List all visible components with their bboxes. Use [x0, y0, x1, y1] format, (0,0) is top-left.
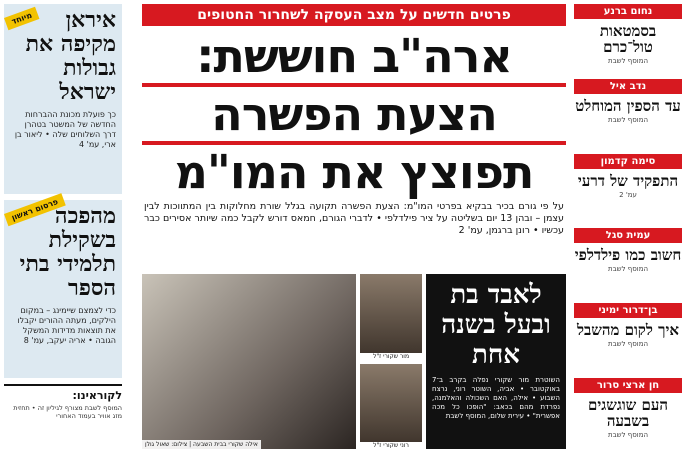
columnist-sub: המוסף לשבת: [607, 340, 649, 349]
columnist-sub: עמ' 2: [619, 190, 637, 199]
columnist-author: נחום ברנע: [574, 4, 682, 19]
columnist-sub: המוסף לשבת: [607, 265, 649, 274]
columnist-item[interactable]: [574, 378, 682, 449]
main-photo: [142, 274, 356, 449]
promo-title: מהפכה בשקילת תלמידי בתי הספר: [19, 203, 116, 301]
promo-text: כך פועלת מכונת ההברחות החדשה של המשטר בטהרן דרך השלוחים שלה • ליאור בן ארי, עמ' 4: [14, 110, 116, 149]
columnist-sub: המוסף לשבת: [607, 115, 649, 124]
photo-caption: מור שקורי ז"ל: [360, 353, 422, 360]
story-text: השוטרת מור שקורי נפלה בקרב ב־7 באוקטובר • אביה, השוטר רוני, נרצח השבוע • אילה, האם השכולה והאלמנה, נפרדת מהם בכאב: "הופכו כל מכה אפשרית" • עירית שלום, המוסף לשבת: [432, 376, 560, 420]
promo-text: כדי לצמצם שיימינג – במקום הילקים, מעתה ההורים יקבלו את תוצאות מדידות המשקל הגובה • אריה יעקב, עמ' 8: [17, 306, 116, 345]
readers-teaser[interactable]: [4, 384, 122, 420]
columnist-item[interactable]: [574, 303, 682, 374]
teaser-text: המוסף לשבת מצורף לגיליון זה • תחזית מזג אוויר בעמוד האחורי: [13, 404, 122, 420]
columnist-title: התפקיד של דרעי: [577, 171, 679, 190]
portrait-photos: [356, 274, 426, 449]
teaser-title: לקוראינו:: [72, 389, 122, 402]
columnist-author: סימה קדמון: [574, 154, 682, 169]
secondary-story[interactable]: [142, 274, 566, 449]
columnist-item[interactable]: [574, 4, 682, 75]
promo-iran[interactable]: [4, 4, 122, 194]
headline-line-1[interactable]: ארה"ב חוששת:: [196, 29, 512, 83]
columnist-sub: המוסף לשבת: [607, 57, 649, 65]
top-banner[interactable]: פרטים חדשים על מצב העסקה לשחרור החטופים: [142, 4, 566, 26]
columnist-title: איך לקום מהשבל: [577, 321, 680, 340]
columnist-title: עד הספין המוחלט: [575, 96, 681, 115]
columnist-author: נדב איל: [574, 79, 682, 94]
promo-title: איראן מקיפה את גבולות ישראל: [25, 7, 116, 105]
columnist-title: העם שוגשגים בשבעה: [588, 396, 668, 431]
columnist-title: חשוב כמו פילדלפי: [574, 246, 682, 265]
main-story: [142, 4, 566, 449]
promo-badge: מיוחד: [4, 7, 40, 31]
promo-schools[interactable]: [4, 197, 122, 378]
columnists-sidebar: [574, 4, 682, 449]
story-headline[interactable]: לאבד בת ובעל בשנה אחת: [441, 280, 551, 370]
columnist-title: בסמטאות טול־כרם: [599, 22, 657, 56]
columnist-item[interactable]: [574, 79, 682, 150]
left-column: [4, 4, 122, 449]
columnist-sub: המוסף לשבת: [607, 431, 649, 440]
photo-caption: אילה שקורי בבית השבעה | צילום: שאול גולן: [142, 440, 261, 449]
promo-badge: פרסום ראשון: [4, 193, 66, 226]
headline-line-3[interactable]: תפוצץ את המו"מ: [174, 145, 534, 199]
lead-paragraph: על פי גורם בכיר בבקיא בפרטי המו"מ: הצעת הפשרה תקועה בגלל שורת מחלוקות בין המתווכות לבין עצמן – ובהן 13 יום בשליטה על ציר פילדלפי • לדברי הגורם, חמאס דורש לקבל כמה שיותר אסירים כבר עכשיו • רונן ברגמן, עמ' 2: [144, 201, 564, 236]
columnist-author: בן־דרור ימיני: [574, 303, 682, 318]
columnist-author: עמית סגל: [574, 228, 682, 243]
portrait-photo: [360, 364, 422, 450]
portrait-photo: [360, 274, 422, 360]
columnist-author: חן ארצי סרור: [574, 378, 682, 393]
story-box: [426, 274, 566, 449]
columnist-item[interactable]: [574, 228, 682, 299]
columnist-item[interactable]: [574, 154, 682, 225]
photo-caption: רוני שקורי ז"ל: [360, 442, 422, 449]
headline-line-2[interactable]: הצעת הפשרה: [211, 87, 497, 141]
